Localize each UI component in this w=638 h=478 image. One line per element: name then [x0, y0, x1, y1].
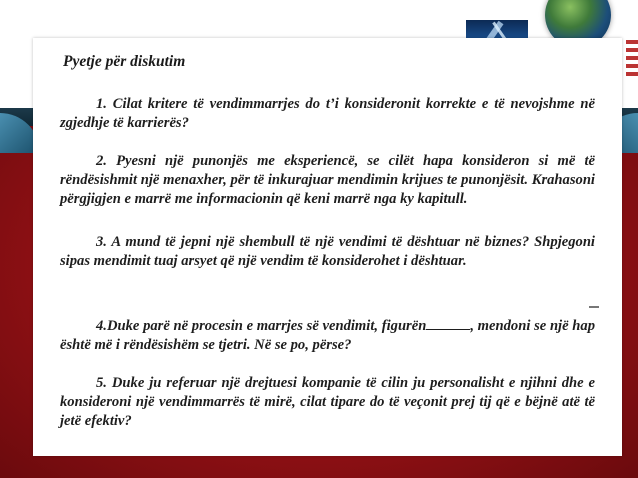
question-3: 3. A mund të jepni një shembull të një vendimi të dështuar në biznes? Shpjegoni sipas mendimit tuaj arsyet që një vendim të konsiderohet i dështuar. — [60, 234, 595, 269]
scan-mark — [589, 306, 599, 308]
document-title: Pyetje për diskutim — [63, 53, 186, 70]
question-4-before-blank: 4.Duke parë në procesin e marrjes së vendimit, figurën — [96, 318, 427, 334]
question-1: 1. Cilat kritere të vendimmarrjes do t’i konsideronit korrekte e të nevojshme në zgjedhje të karrierës? — [60, 96, 595, 131]
question-4-after-blank: , mendoni se një hap është më i rëndësishëm se tjetri. Në se po, përse? — [60, 318, 595, 353]
question-4 — [60, 317, 595, 355]
question-5: 5. Duke ju referuar një drejtuesi kompanie të cilin ju personalisht e njihni dhe e konsideroni një vendimmarrës të mirë, cilat tipare do të veçonit prej tij që e bëjnë atë të jetë efektiv? — [60, 375, 595, 429]
fill-in-blank — [426, 317, 470, 330]
flag-stripes — [626, 40, 638, 80]
document-scan — [33, 38, 622, 456]
question-2: 2. Pyesni një punonjës me eksperiencë, se cilët hapa konsideron si më të rëndësishmit një menaxher, për të inkurajuar mendimin krijues te punonjësit. Krahasoni përgjigjen e marrë me informacionin që keni marrë nga ky kapitull. — [60, 153, 595, 207]
